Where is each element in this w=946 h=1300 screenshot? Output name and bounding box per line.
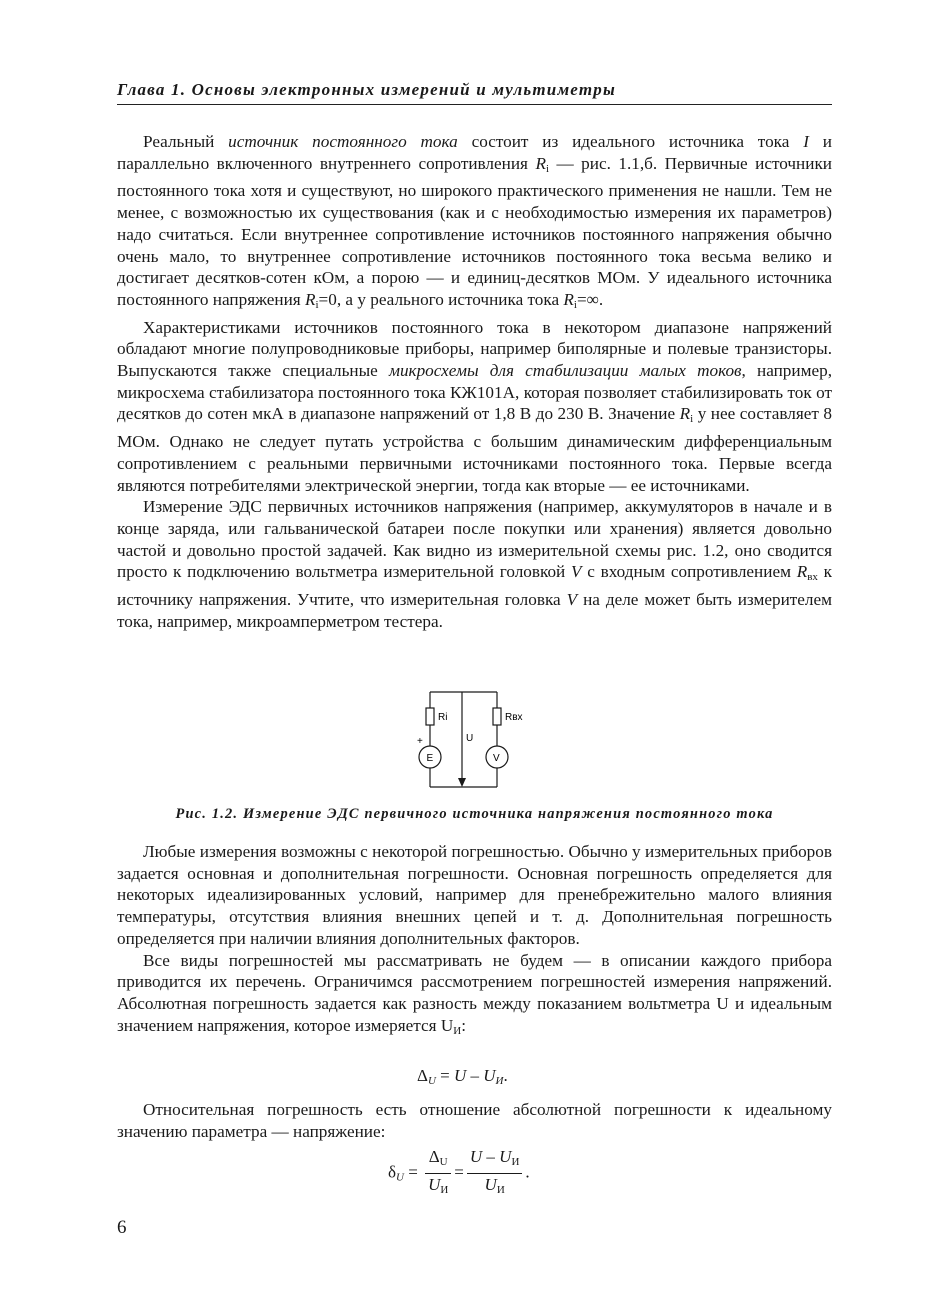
formula-absolute-error: $\Delta_U = U - U_И$. — [417, 1066, 508, 1087]
label-u: U — [466, 733, 474, 744]
page-number: 6 — [117, 1217, 127, 1238]
arrow-head-icon — [458, 778, 466, 787]
resistor-ri — [426, 708, 434, 725]
label-e: E — [426, 753, 434, 764]
circuit-diagram — [410, 686, 540, 796]
header-divider — [117, 104, 832, 105]
emphasis-microchips: микросхемы для стабилизации малых токов — [388, 361, 742, 381]
paragraph-semiconductor-sources: Характеристиками источников постоянного тока в некотором диапазоне напряжений обладают многие полупроводниковые приборы, например биполярные и полевые транзисторы. Выпускаются также специальные микросхемы для стабилизации малых токов, например, микросхема стабилизатора постоянного тока КЖ101А, которая позволяет стабилизировать ток от десятков до сотен мкА в диапазоне напряжений от 1,8 В до 230 В. Значение $R_i$ у нее составляет 8 МОм. Однако не следует путать устройства с большим динамическим дифференциальным сопротивлением с реальными первичными источниками постоянного тока. Первые всегда являются потребителями электрической энергии, тогда как вторые — ее источниками. — [117, 317, 832, 495]
text-block-middle — [117, 841, 832, 1042]
paragraph-absolute-error: Все виды погрешностей мы рассматривать не будем — в описании каждого прибора приводится их перечень. Ограничимся рассмотрением погрешностей измерения напряжений. Абсолютная погрешность задается как разность между показанием вольтметра U и идеальным значением напряжения, которое измеряется $U_И$: — [117, 950, 832, 1037]
figure-caption: Рис. 1.2. Измерение ЭДС первичного источника напряжения постоянного тока — [175, 806, 774, 822]
text-block-relative — [117, 1099, 832, 1142]
label-ri: Ri — [438, 712, 448, 723]
formula-relative-error: $\delta_U$ = $\frac{\Delta_U}{U_И}$ = $\frac{U - U_И}{U_И}$ . — [388, 1146, 530, 1201]
paragraph-error-types: Любые измерения возможны с некоторой погрешностью. Обычно у измерительных приборов задается основная и дополнительная погрешности. Основная погрешность определяется для некоторых идеализированных условий, например для пренебрежительно малого влияния температуры, отсутствия влияния внешних цепей и т. д. Дополнительная погрешность определяется при наличии влияния дополнительных факторов. — [117, 842, 832, 948]
running-header: Глава 1. Основы электронных измерений и мультиметры — [117, 80, 616, 99]
fraction-difference-over-ui: $\frac{U - U_И}{U_И}$ — [467, 1146, 523, 1201]
paragraph-relative-error: Относительная погрешность есть отношение абсолютной погрешности к идеальному значению параметра — напряжение: — [117, 1100, 832, 1141]
text-block-top — [117, 131, 832, 632]
resistor-rvx — [493, 708, 501, 725]
emphasis-current-source: источник постоянного тока — [228, 132, 458, 151]
label-v: V — [493, 753, 500, 764]
paragraph-emf-measurement: Измерение ЭДС первичных источников напряжения (например, аккумуляторов в начале и в конце заряда, или гальванической батареи после покупки или хранения) является довольно частой и довольно простой задачей. Как видно из измерительной схемы рис. 1.2, оно сводится просто к подключению вольтметра измерительной головкой V с входным сопротивлением $R_{вх}$ к источнику напряжения. Учтите, что измерительная головка V на деле может быть измерителем тока, например, микроамперметром тестера. — [117, 497, 832, 631]
paragraph-current-source: Реальный источник постоянного тока состоит из идеального источника тока I и параллельно включенного внутреннего сопротивления $R_i$ — рис. 1.1,б. Первичные источники постоянного тока хотя и существуют, но широкого практического применения не нашли. Тем не менее, с возможностью их существования (как и с необходимостью измерения их параметров) надо считаться. Если внутреннее сопротивление источников постоянного напряжения обычно очень мало, то внутреннее сопротивление источников постоянного тока весьма велико и достигает десятков-сотен кОм, а порою — и единиц-десятков МОм. У идеального источника постоянного напряжения $R_i=0$, а у реального источника тока $R_i=\infty$. — [117, 132, 833, 311]
fraction-delta-over-ui: $\frac{\Delta_U}{U_И}$ — [425, 1146, 451, 1201]
label-plus: + — [417, 736, 423, 747]
label-rvx: Rвх — [505, 712, 523, 723]
